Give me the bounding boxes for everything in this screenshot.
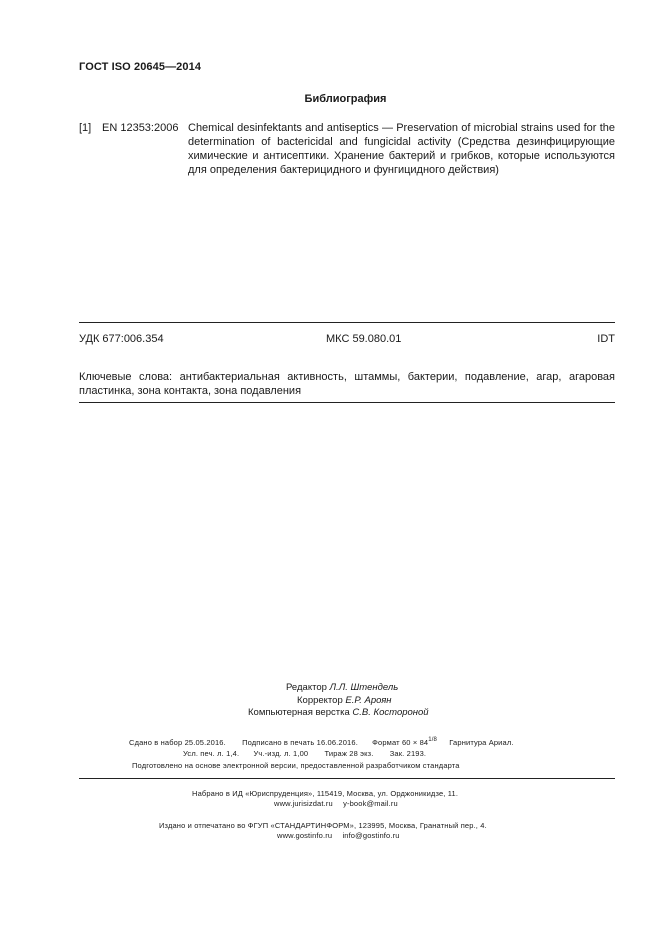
printed-contacts (277, 831, 400, 840)
printed-email: info@gostinfo.ru (342, 831, 400, 840)
format: Формат $60 \times 84^{1/8}$ (372, 737, 438, 747)
printed-web: www.gostinfo.ru (277, 831, 333, 840)
editor-name: Л.Л. Штендель (329, 682, 399, 693)
editor-line (286, 682, 398, 693)
equivalence-degree: IDT (597, 333, 615, 345)
entry-text: Chemical desinfektants and antiseptics — Preservation of microbial strains used for the determination of bactericidal and fungicidal activity (Средства дезинфицирующие химические и антисептики. Хранение бактерий и грибков, которые используются для определения бактерицидного и фунгицидного действия) (188, 122, 615, 176)
corrector-label: Корректор (297, 695, 343, 706)
keywords: Ключевые слова: антибактериальная активность, штаммы, бактерии, подавление, агар, агаровая пластинка, зона контакта, зона подавления (79, 371, 615, 397)
order-number: Зак. 2193. (389, 749, 427, 758)
typeset-email: y-book@mail.ru (343, 799, 398, 808)
entry-number: [1] (79, 122, 92, 134)
font-info: Гарнитура Ариал. (449, 737, 514, 747)
corrector-line (297, 695, 392, 706)
mks-code: МКС 59.080.01 (326, 333, 402, 345)
typeset-web: www.jurisizdat.ru (274, 799, 333, 808)
print-info-row-1 (129, 737, 514, 747)
prepared-note: Подготовлено на основе электронной версии, предоставленной разработчиком стандарта (132, 761, 460, 770)
print-run: Тираж 28 экз. (324, 749, 374, 758)
publishing-sheets: Уч.-изд. л. 1,00 (253, 749, 309, 758)
divider-middle (79, 402, 615, 403)
bibliography-title: Библиография (304, 93, 387, 105)
corrector-name: Е.Р. Ароян (345, 695, 392, 706)
layout-line (248, 707, 429, 718)
udk-code: УДК 677:006.354 (79, 333, 164, 345)
layout-name: С.В. Костороной (352, 707, 429, 718)
divider-bottom (79, 778, 615, 779)
print-info-row-2 (183, 749, 426, 758)
print-sheets: Усл. печ. л. 1,4. (183, 749, 240, 758)
editor-label: Редактор (286, 682, 327, 693)
document-code: ГОСТ ISO 20645—2014 (79, 61, 202, 73)
layout-label: Компьютерная верстка (248, 707, 350, 718)
divider-top (79, 322, 615, 323)
signed-date: Подписано в печать 16.06.2016. (242, 737, 358, 747)
entry-standard: EN 12353:2006 (102, 122, 179, 134)
typeset-contacts (274, 799, 398, 808)
typeset-line: Набрано в ИД «Юриспруденция», 115419, Москва, ул. Орджоникидзе, 11. (192, 789, 459, 798)
printed-line: Издано и отпечатано во ФГУП «СТАНДАРТИНФОРМ», 123995, Москва, Гранатный пер., 4. (159, 821, 487, 830)
submitted-date: Сдано в набор 25.05.2016. (129, 737, 226, 747)
